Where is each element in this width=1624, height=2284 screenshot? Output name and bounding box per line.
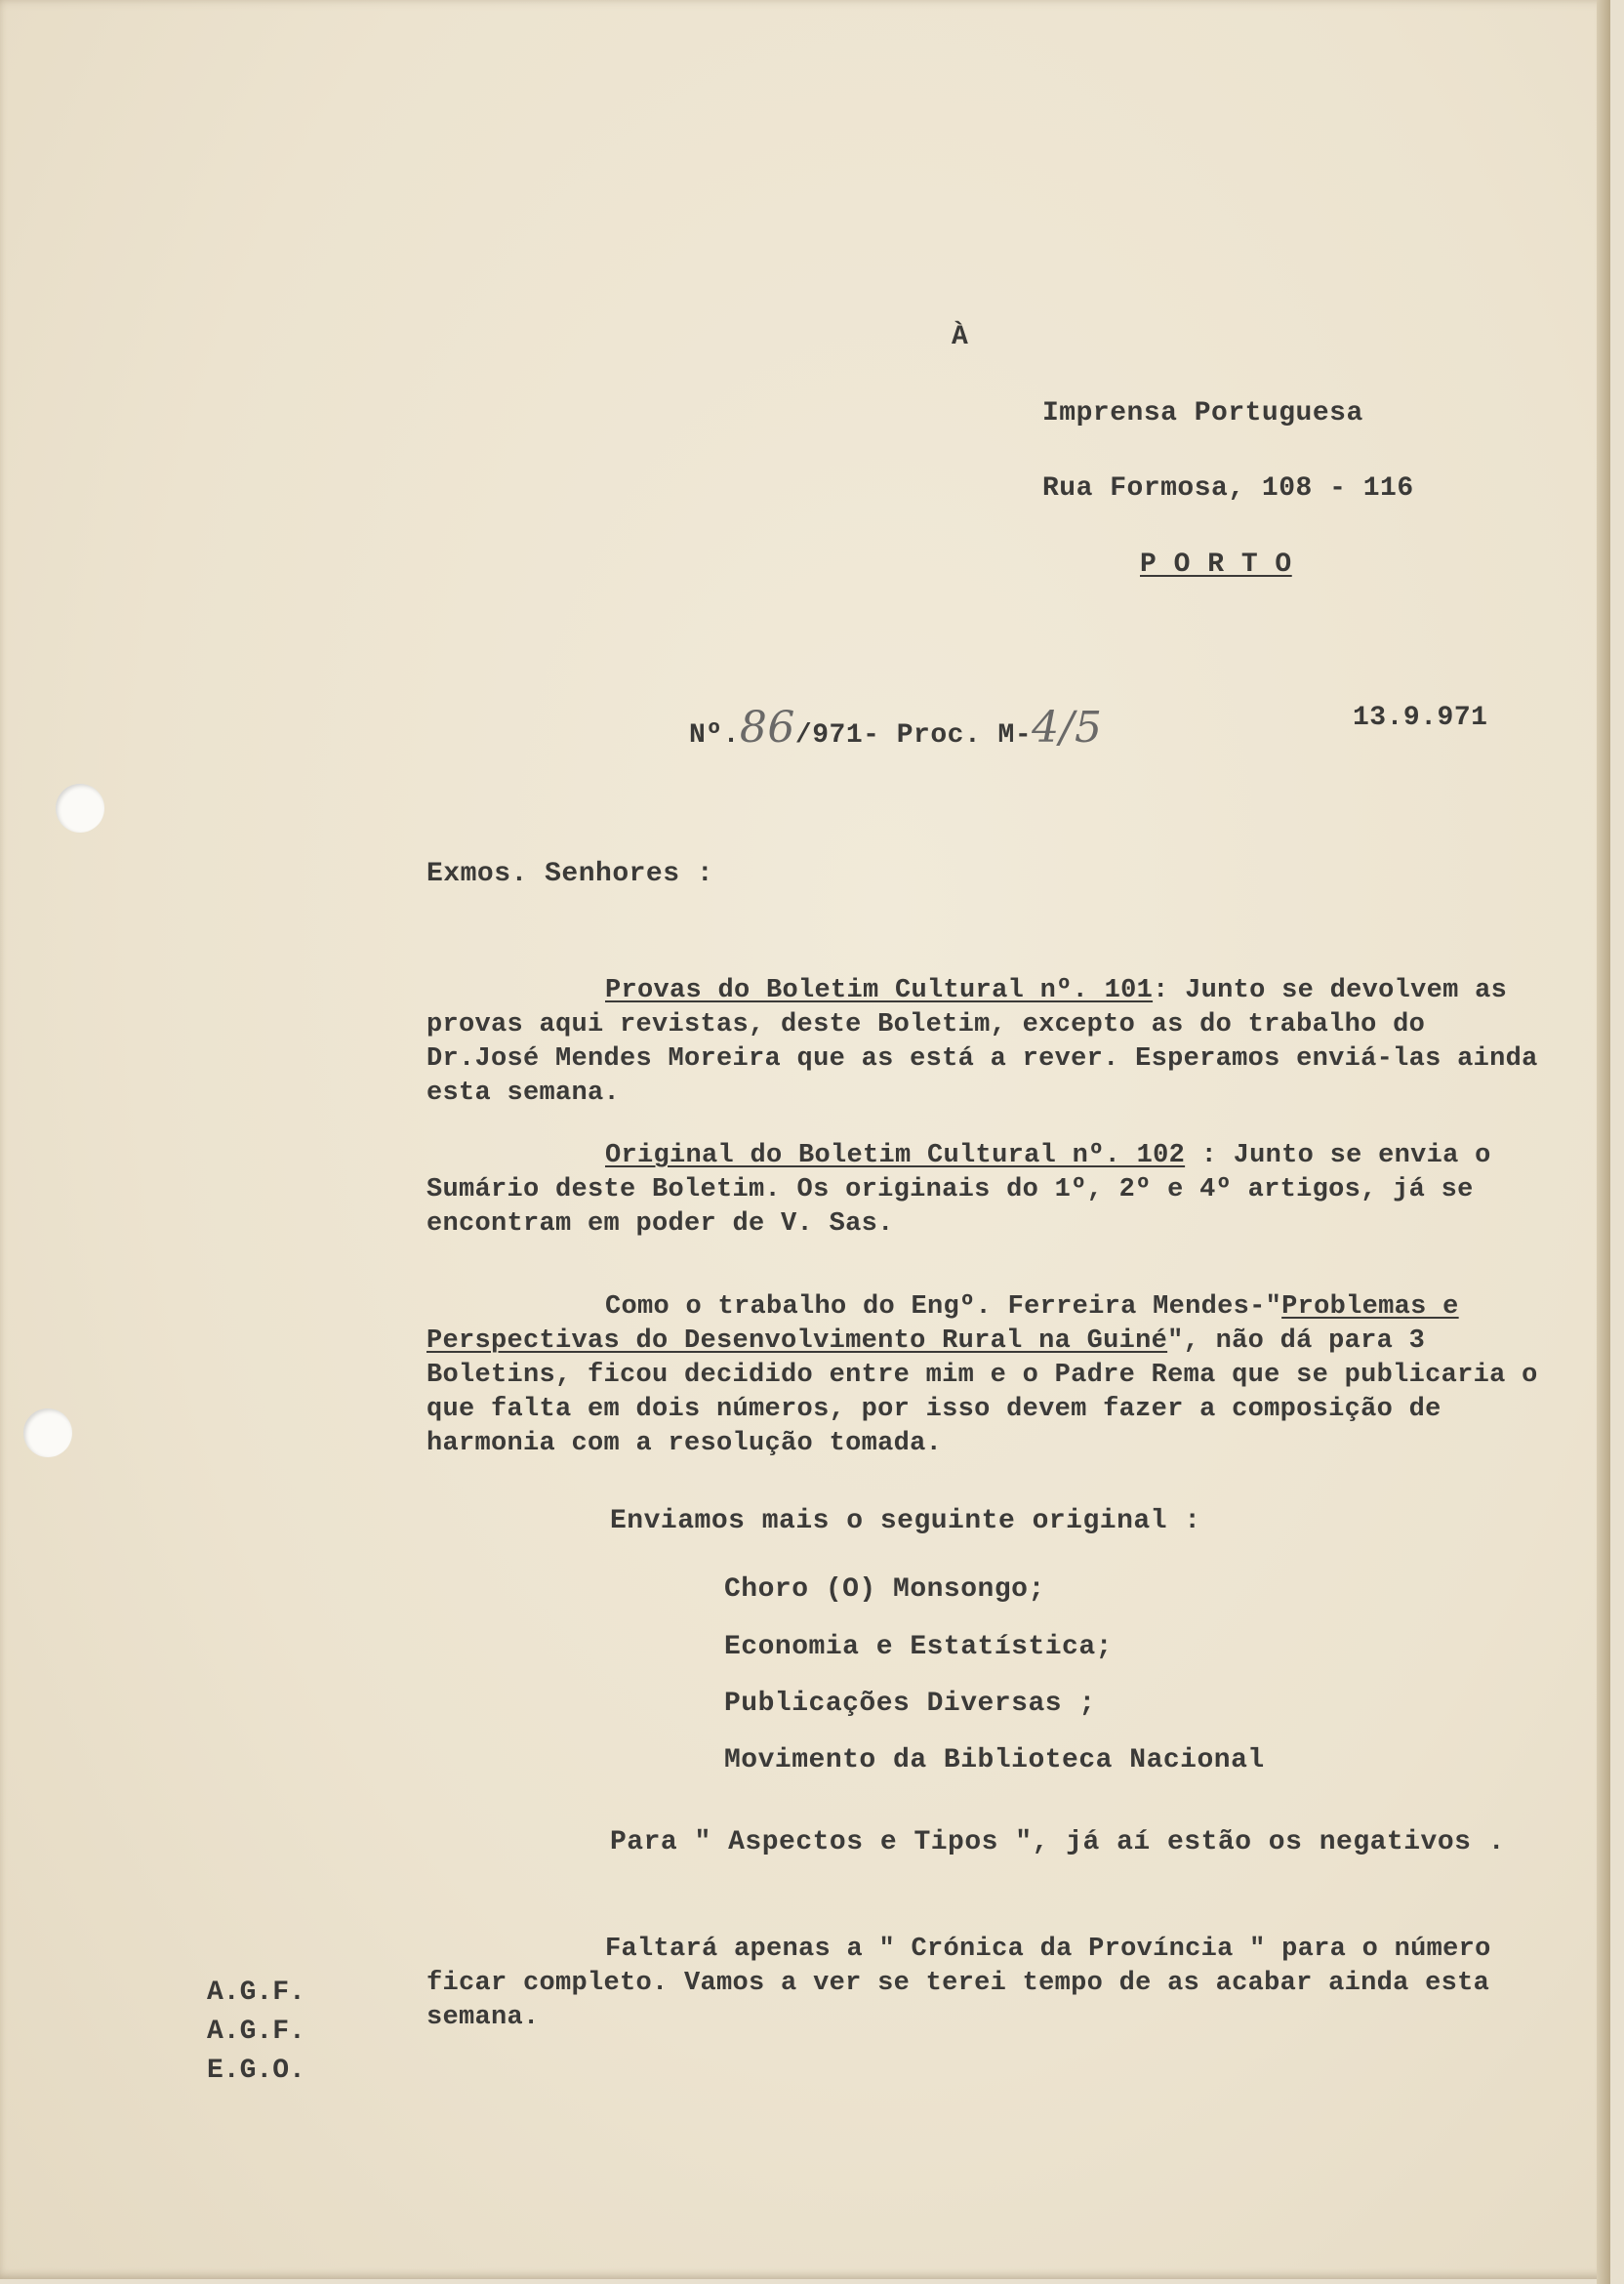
list-item: Movimento da Biblioteca Nacional <box>724 1745 1265 1775</box>
paragraph-original-heading: Original do Boletim Cultural nº. 102 <box>605 1141 1186 1170</box>
paragraph-original-text: : Junto se envia o Sumário deste Boletim. Os originais do 1º, 2º e 4º artigos, já se encontram em poder de V. Sas. <box>426 1141 1491 1239</box>
addressee-company: Imprensa Portuguesa <box>1042 398 1363 428</box>
reference-num-prefix: Nº. <box>689 720 740 751</box>
initials-block <box>207 1974 305 2091</box>
paragraph-trabalho <box>426 1290 1554 1461</box>
initials-line: A.G.F. <box>207 1978 305 2008</box>
reference-number-handwritten: 86 <box>739 703 795 753</box>
paragraph-trabalho-title: Problemas e Perspectivas do Desenvolvimento Rural na Guiné <box>426 1292 1459 1356</box>
paragraph-aspectos: Para " Aspectos e Tipos ", já aí estão os negativos . <box>610 1827 1506 1857</box>
addressee-city: P O R T O <box>1140 550 1292 580</box>
list-item: Publicações Diversas ; <box>724 1689 1096 1719</box>
reference-proc-handwritten: 4/5 <box>1032 703 1103 753</box>
paragraph-cronica: Faltará apenas a " Crónica da Província " para o número ficar completo. Vamos a ver se terei tempo de as acabar ainda esta semana. <box>426 1935 1491 2032</box>
punch-hole-top <box>56 784 104 833</box>
page-edge <box>1597 0 1610 2284</box>
initials-line: E.G.O. <box>207 2056 305 2086</box>
addressee-prefix: À <box>952 322 969 352</box>
paragraph-trabalho-rest: ", não dá para 3 Boletins, ficou decidido entre mim e o Padre Rema que se publicaria o que falta em dois números, por isso devem fazer a composição de harmonia com a resolução tomada. <box>426 1326 1538 1458</box>
reference-line <box>689 703 1102 753</box>
punch-hole-bottom <box>23 1408 72 1457</box>
list-item: Choro (O) Monsongo; <box>724 1574 1045 1605</box>
paragraph-provas-text: : Junto se devolvem as provas aqui revistas, deste Boletim, excepto as do trabalho do Dr.José Mendes Moreira que as está a rever. Esperamos enviá-las ainda esta semana. <box>426 976 1538 1108</box>
reference-num-suffix: /971- Proc. M- <box>794 720 1033 751</box>
paragraph-provas <box>426 974 1554 1111</box>
paragraph-trabalho-lead: Como o trabalho do Engº. Ferreira Mendes-" <box>605 1292 1282 1322</box>
list-item: Economia e Estatística; <box>724 1632 1113 1662</box>
paragraph-enviamos: Enviamos mais o seguinte original : <box>610 1506 1201 1536</box>
letter-date: 13.9.971 <box>1353 703 1488 733</box>
initials-line: A.G.F. <box>207 2017 305 2047</box>
addressee-street: Rua Formosa, 108 - 116 <box>1042 473 1414 504</box>
paragraph-original <box>426 1139 1554 1242</box>
salutation: Exmos. Senhores : <box>426 859 714 889</box>
paragraph-provas-heading: Provas do Boletim Cultural nº. 101 <box>605 976 1154 1005</box>
